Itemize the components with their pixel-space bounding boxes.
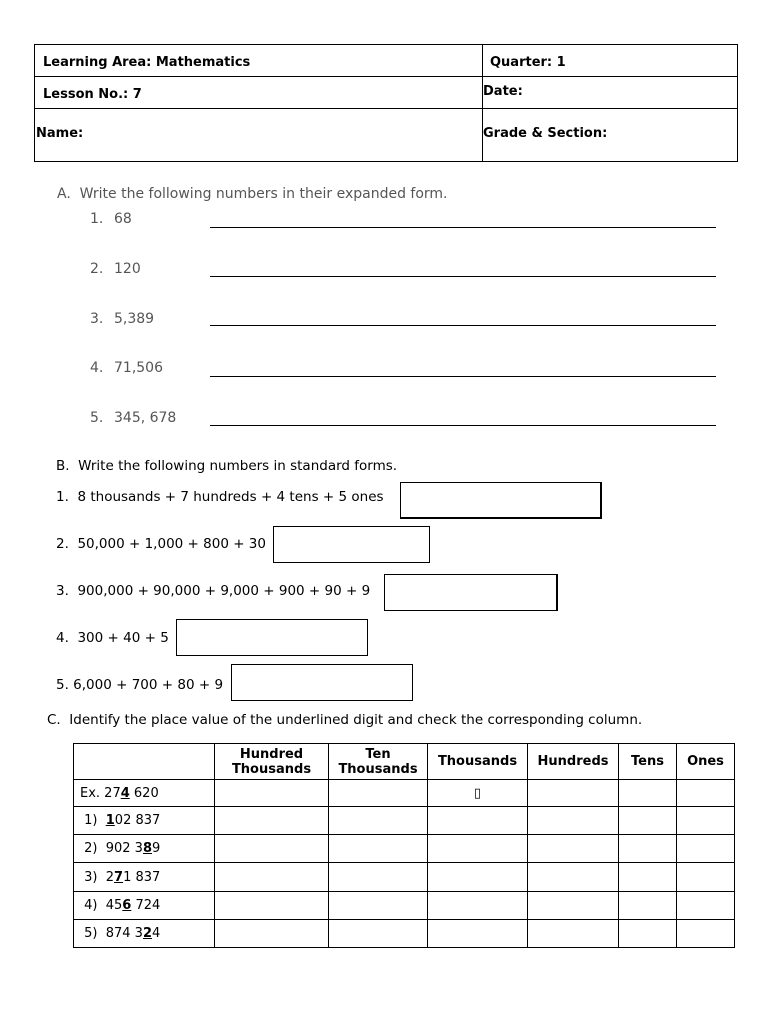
number-prefix: 3) 2 — [80, 869, 115, 885]
underlined-digit: 4 — [120, 785, 130, 801]
quarter-label: Quarter: 1 — [490, 55, 566, 70]
number-suffix: 4 — [152, 926, 161, 941]
column-header-line: Thousands — [338, 761, 418, 777]
checkbox-cell[interactable] — [428, 835, 528, 863]
section-b-item-2: 2. 50,000 + 1,000 + 800 + 30 — [56, 536, 266, 552]
checkbox-cell[interactable] — [428, 920, 528, 948]
checkbox-cell[interactable] — [215, 807, 329, 835]
checkbox-cell[interactable] — [619, 807, 677, 835]
number-suffix: 1 837 — [123, 869, 161, 885]
checkbox-cell[interactable] — [428, 807, 528, 835]
checkbox-cell[interactable] — [329, 863, 428, 892]
checkbox-cell[interactable] — [528, 780, 619, 807]
blank-header-cell — [74, 744, 215, 780]
checkbox-cell[interactable] — [677, 780, 735, 807]
number-cell — [74, 863, 215, 892]
checkbox-cell[interactable] — [528, 920, 619, 948]
number-cell — [74, 835, 215, 863]
section-a-item-3-number: 3. — [90, 311, 104, 327]
checkbox-cell[interactable] — [428, 892, 528, 920]
column-header-ten-thousands — [329, 744, 428, 780]
table-row — [74, 835, 735, 863]
section-b-instruction: B. Write the following numbers in standard forms. — [56, 458, 398, 474]
section-c-instruction: C. Identify the place value of the underlined digit and check the corresponding column. — [47, 712, 643, 728]
table-row — [74, 780, 735, 807]
table-row — [74, 920, 735, 948]
section-a-item-2-value: 120 — [114, 261, 141, 277]
section-a-instruction: A. Write the following numbers in their expanded form. — [57, 186, 448, 202]
checkbox-cell[interactable] — [428, 863, 528, 892]
underlined-digit: 6 — [122, 898, 132, 913]
number-suffix: 620 — [129, 785, 159, 801]
checkbox-cell[interactable] — [329, 835, 428, 863]
section-b-item-3: 3. 900,000 + 90,000 + 9,000 + 900 + 90 + 9 — [56, 583, 371, 599]
checkbox-cell[interactable] — [528, 835, 619, 863]
number-cell — [74, 807, 215, 835]
section-a-item-1-number: 1. — [90, 211, 104, 227]
checkbox-cell[interactable] — [428, 780, 528, 807]
learning-area-label: Learning Area: Mathematics — [43, 55, 251, 70]
number-prefix: 5) 874 3 — [80, 926, 143, 941]
section-a-item-2-number: 2. — [90, 261, 104, 277]
number-prefix: 1) — [80, 813, 106, 828]
column-header-line: Thousands — [231, 761, 312, 777]
grade-section-field[interactable]: Grade & Section: — [483, 126, 608, 141]
checkbox-cell[interactable] — [215, 920, 329, 948]
checkbox-cell[interactable] — [619, 863, 677, 892]
answer-box[interactable] — [400, 482, 602, 519]
checkbox-cell[interactable] — [528, 892, 619, 920]
number-prefix: Ex. 27 — [80, 785, 121, 801]
answer-box[interactable] — [176, 619, 368, 656]
answer-box[interactable] — [384, 574, 558, 611]
column-header-hundred-thousands — [215, 744, 329, 780]
checkbox-cell[interactable] — [329, 807, 428, 835]
column-header-ones: Ones — [677, 744, 735, 780]
checkbox-cell[interactable] — [215, 780, 329, 807]
section-a-item-4-value: 71,506 — [114, 360, 163, 376]
number-cell — [74, 892, 215, 920]
header-divider-2 — [35, 108, 737, 109]
checkbox-cell[interactable] — [215, 892, 329, 920]
number-cell — [74, 780, 215, 807]
column-header-line: Hundred — [239, 746, 304, 762]
checkbox-cell[interactable] — [329, 780, 428, 807]
section-a-item-4-number: 4. — [90, 360, 104, 376]
number-prefix: 2) 902 3 — [80, 841, 143, 856]
number-cell — [74, 920, 215, 948]
number-prefix: 4) 45 — [80, 898, 123, 913]
checkbox-cell[interactable] — [619, 835, 677, 863]
section-a-item-1-value: 68 — [114, 211, 132, 227]
underlined-digit: 2 — [142, 926, 153, 941]
table-row — [74, 892, 735, 920]
section-a-item-5-value: 345, 678 — [114, 410, 177, 426]
checkbox-cell[interactable] — [528, 807, 619, 835]
checkbox-cell[interactable] — [619, 780, 677, 807]
answer-line[interactable] — [210, 425, 716, 426]
answer-box[interactable] — [231, 664, 413, 701]
column-header-hundreds: Hundreds — [528, 744, 619, 780]
answer-line[interactable] — [210, 276, 716, 277]
underlined-digit: 7 — [114, 869, 124, 885]
checkbox-cell[interactable] — [619, 892, 677, 920]
place-value-table — [73, 743, 735, 948]
header-divider-1 — [35, 76, 737, 77]
checkbox-cell[interactable] — [677, 863, 735, 892]
column-header-line: Ten — [365, 746, 391, 762]
header-divider-vertical — [482, 45, 483, 161]
number-suffix: 9 — [152, 841, 161, 856]
table-row — [74, 863, 735, 892]
section-a-item-3-value: 5,389 — [114, 311, 155, 327]
answer-line[interactable] — [210, 325, 716, 326]
answer-line[interactable] — [210, 376, 716, 377]
answer-line[interactable] — [210, 227, 716, 228]
header-table — [34, 44, 738, 162]
checkbox-cell[interactable] — [329, 892, 428, 920]
section-b-item-4: 4. 300 + 40 + 5 — [56, 630, 169, 646]
section-a-item-5-number: 5. — [90, 410, 104, 426]
checkbox-cell[interactable] — [215, 863, 329, 892]
checkbox-cell[interactable] — [329, 920, 428, 948]
table-row — [74, 807, 735, 835]
lesson-label: Lesson No.: 7 — [43, 87, 142, 102]
checkbox-cell[interactable] — [677, 920, 735, 948]
answer-box[interactable] — [273, 526, 430, 563]
underlined-digit: 1 — [105, 813, 115, 828]
checkbox-cell[interactable] — [677, 892, 735, 920]
checkbox-cell[interactable] — [619, 920, 677, 948]
checkbox-cell[interactable] — [215, 835, 329, 863]
checkbox-cell[interactable] — [677, 835, 735, 863]
table-header-row — [74, 744, 735, 780]
name-field[interactable]: Name: — [36, 126, 84, 141]
date-field[interactable]: Date: — [483, 84, 523, 99]
number-suffix: 724 — [131, 898, 161, 913]
underlined-digit: 8 — [142, 841, 153, 856]
number-suffix: 02 837 — [114, 813, 161, 828]
check-mark-icon: ▯ — [473, 785, 482, 801]
checkbox-cell[interactable] — [677, 807, 735, 835]
column-header-thousands: Thousands — [428, 744, 528, 780]
checkbox-cell[interactable] — [528, 863, 619, 892]
section-b-item-5: 5. 6,000 + 700 + 80 + 9 — [56, 677, 224, 693]
column-header-tens: Tens — [619, 744, 677, 780]
section-b-item-1: 1. 8 thousands + 7 hundreds + 4 tens + 5 ones — [56, 489, 384, 505]
